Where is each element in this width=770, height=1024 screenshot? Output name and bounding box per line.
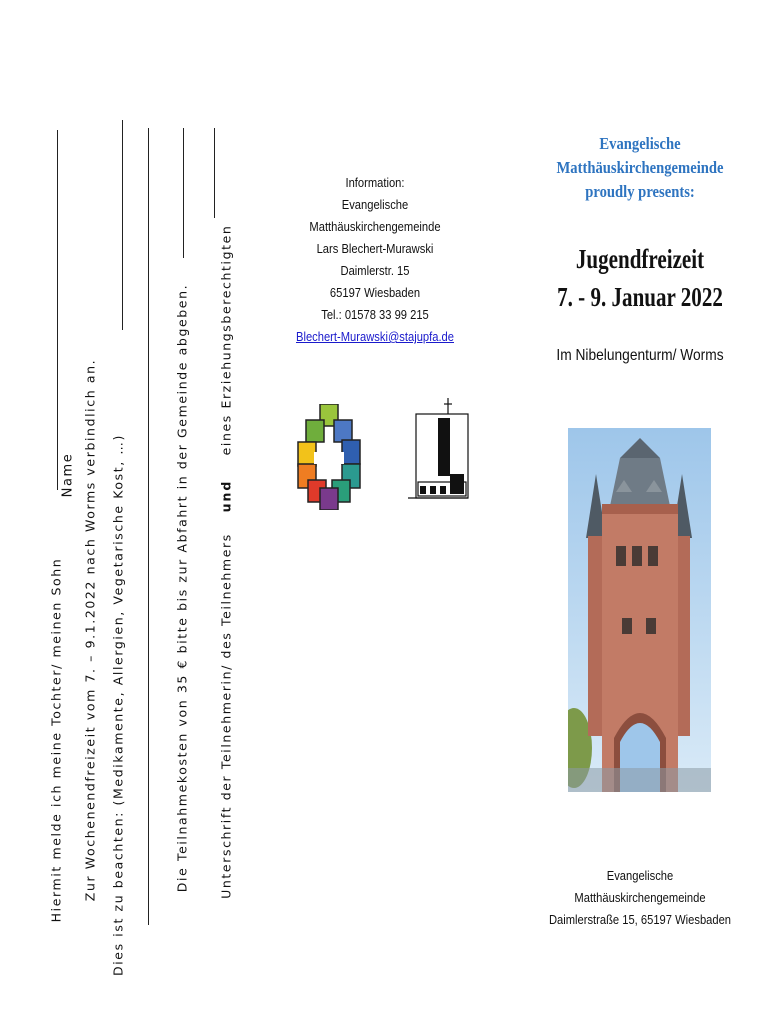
footer-line-1: Evangelische Matthäuskirchengemeinde (574, 868, 706, 905)
colorful-cross-logo (294, 404, 364, 510)
footer-line-2: Daimlerstraße 15, 65197 Wiesbaden (548, 912, 732, 927)
organizer-line-3: proudly presents: (585, 182, 695, 201)
event-title-line-2: 7. - 9. Januar 2022 (557, 282, 723, 312)
info-street: Daimlerstr. 15 (340, 263, 410, 278)
signature-line-2[interactable] (214, 128, 215, 218)
event-title-line-1: Jugendfreizeit (575, 244, 705, 274)
form-line-4: Die Teilnahmekosten von 35 € bitte bis zur Abfahrt in der Gemeinde abgeben. (174, 283, 190, 893)
organizer-block (554, 132, 726, 204)
notes-line-1[interactable] (122, 120, 123, 330)
form-line-5a: Unterschrift der Teilnehmerin/ des Teilnehmers (218, 533, 234, 899)
name-label: Name (60, 452, 76, 498)
notes-line-2[interactable] (148, 128, 149, 925)
info-phone: Tel.: 01578 33 99 215 (321, 307, 429, 322)
event-location: Im Nibelungenturm/ Worms (556, 347, 724, 364)
organizer-line-2: Matthäuskirchengemeinde (556, 158, 724, 177)
info-city: 65197 Wiesbaden (329, 285, 421, 300)
form-line-1: Hiermit melde ich meine Tochter/ meinen Sohn (48, 557, 64, 923)
form-line-2: Zur Wochenendfreizeit vom 7. – 9.1.2022 nach Worms verbindlich an. (82, 358, 98, 902)
form-line-5b: und (218, 479, 234, 513)
church-building-logo (406, 396, 470, 506)
form-line-3: Dies ist zu beachten: (Medikamente, Allergien, Vegetarische Kost, …) (110, 433, 126, 977)
information-block (285, 172, 466, 348)
info-contact: Lars Blechert-Murawski (316, 241, 434, 256)
form-line-5c: eines Erziehungsberechtigten (218, 224, 234, 456)
event-title (554, 240, 726, 316)
info-org: Evangelische Matthäuskirchengemeinde (309, 197, 441, 234)
info-email-link[interactable]: Blechert-Murawski@stajupfa.de (296, 329, 454, 344)
footer-address (545, 865, 734, 931)
signature-line-1[interactable] (183, 128, 184, 258)
nibelungen-tower-photo (568, 428, 711, 792)
info-heading: Information: (345, 175, 405, 190)
name-line[interactable] (57, 130, 58, 490)
organizer-line-1: Evangelische (599, 134, 681, 153)
